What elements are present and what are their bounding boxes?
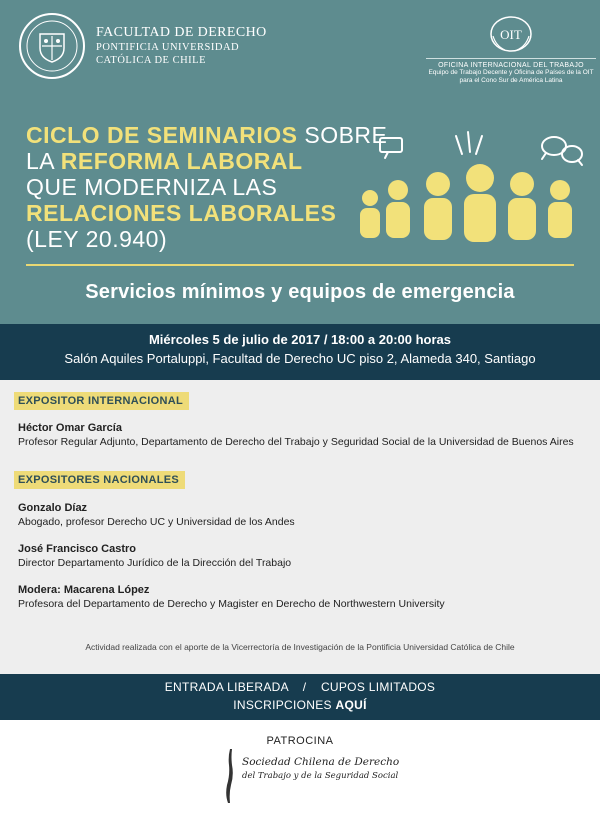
sponsor-name1: Sociedad Chilena de Derecho	[242, 756, 400, 768]
chile-map-icon	[222, 748, 236, 804]
speaker-name: José Francisco Castro	[18, 543, 136, 555]
title-p2-yellow: REFORMA LABORAL	[60, 148, 303, 174]
event-place: Salón Aquiles Portaluppi, Facultad de Derecho UC piso 2, Alameda 340, Santiago	[64, 351, 536, 366]
registration-line2	[0, 698, 600, 712]
title-divider	[26, 264, 574, 266]
faculty-title: FACULTAD DE DERECHO	[96, 25, 267, 40]
title-p4-yellow: RELACIONES LABORALES	[26, 200, 337, 226]
oit-wreath-icon	[488, 14, 534, 54]
title-p3-white: QUE MODERNIZA LAS	[26, 174, 278, 200]
event-date: Miércoles 5 de julio de 2017 / 18:00 a 20:00 horas	[148, 332, 452, 347]
speakers-section	[0, 380, 600, 674]
seminar-title	[26, 122, 387, 252]
seminar-subtitle: Servicios mínimos y equipos de emergencia	[85, 281, 515, 303]
event-info-bar	[0, 324, 600, 380]
sponsor-label: PATROCINA	[266, 735, 334, 747]
speaker-name: Gonzalo Díaz	[18, 502, 88, 514]
speaker-desc: Abogado, profesor Derecho UC y Universidad de los Andes	[18, 516, 295, 528]
sponsor-logo	[220, 746, 400, 806]
registration-bar	[0, 674, 600, 720]
speaker-desc: Director Departamento Jurídico de la Dirección del Trabajo	[18, 557, 292, 569]
university-seal-icon	[18, 12, 86, 80]
oit-line2: Equipo de Trabajo Decente y Oficina de Países de la OIT	[428, 69, 594, 76]
sponsor-name2: del Trabajo y de la Seguridad Social	[242, 771, 399, 781]
faculty-sub1: PONTIFICIA UNIVERSIDAD	[96, 42, 240, 53]
title-p1-white: SOBRE	[297, 122, 388, 148]
faculty-sub2: CATÓLICA DE CHILE	[96, 55, 206, 66]
speaker-desc: Profesor Regular Adjunto, Departamento de Derecho del Trabajo y Seguridad Social de la Universidad de Buenos Aires	[18, 436, 574, 448]
oit-line1: OFICINA INTERNACIONAL DEL TRABAJO	[438, 62, 584, 69]
register-here-link[interactable]: AQUÍ	[335, 698, 367, 712]
oit-logo-block	[424, 14, 598, 85]
national-speakers-tag: EXPOSITORES NACIONALES	[14, 471, 185, 489]
crowd-illustration-icon	[358, 128, 590, 246]
intl-speaker-tag: EXPOSITOR INTERNACIONAL	[14, 392, 189, 410]
oit-divider	[426, 58, 596, 59]
funding-note: Actividad realizada con el aporte de la Vicerrectoría de Investigación de la Pontificia Universidad Católica de Chile	[85, 642, 515, 652]
moderator-name: Modera: Macarena López	[18, 584, 150, 596]
title-p1-yellow: CICLO DE SEMINARIOS	[26, 122, 298, 148]
oit-line3: para el Cono Sur de América Latina	[459, 77, 563, 84]
registration-line1: ENTRADA LIBERADA / CUPOS LIMITADOS	[164, 680, 436, 694]
registration-prefix: INSCRIPCIONES	[233, 698, 336, 712]
title-p5-white: (LEY 20.940)	[26, 226, 168, 252]
moderator-desc: Profesora del Departamento de Derecho y Magister en Derecho de Northwestern University	[18, 598, 445, 610]
speaker-name: Héctor Omar García	[18, 422, 122, 434]
oit-mark: OIT	[500, 27, 522, 42]
header-panel	[0, 0, 600, 324]
faculty-logo	[18, 12, 267, 80]
title-p2-white: LA	[26, 148, 61, 174]
